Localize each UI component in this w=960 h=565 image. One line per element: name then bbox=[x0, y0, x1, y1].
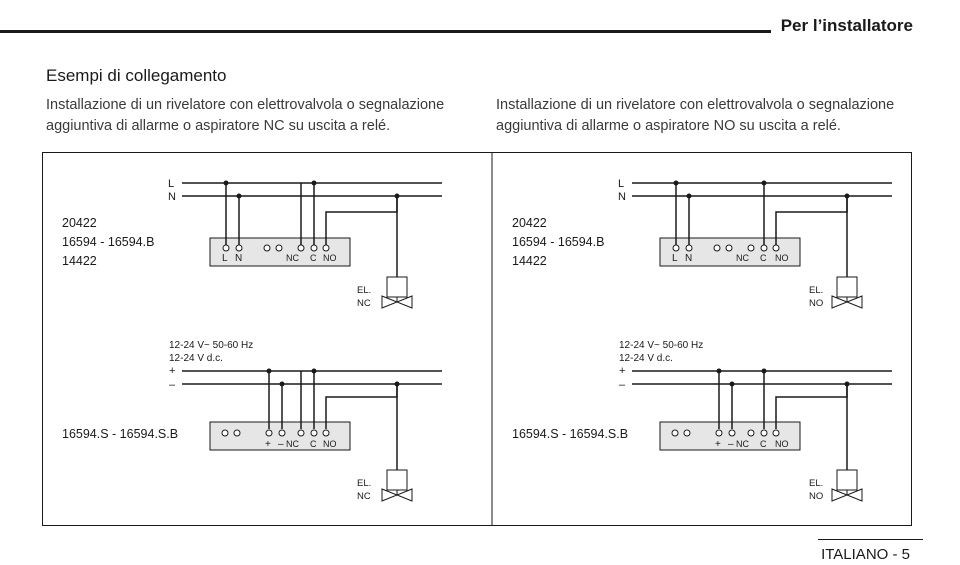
right-panel bbox=[512, 178, 892, 502]
left-valve-el: EL. bbox=[357, 285, 372, 296]
left-term-L: L bbox=[222, 253, 228, 264]
right-term-minus: – bbox=[728, 439, 734, 450]
left-valve-nc: NC bbox=[357, 298, 371, 309]
left-term-C: C bbox=[310, 253, 317, 263]
page-number: ITALIANO - 5 bbox=[821, 546, 910, 563]
right-term-N: N bbox=[685, 253, 693, 264]
right-valve-el: EL. bbox=[809, 285, 824, 296]
left-term-NC: NC bbox=[286, 253, 299, 263]
right-label-L: L bbox=[618, 178, 625, 190]
right-supply-ac: 12-24 V~ 50-60 Hz bbox=[619, 340, 704, 351]
left-description bbox=[46, 95, 444, 137]
left-term-NO-b: NO bbox=[323, 439, 337, 449]
right-model-2: 16594 - 16594.B bbox=[512, 235, 605, 249]
right-term-C: C bbox=[760, 253, 767, 263]
right-supply-minus: – bbox=[619, 379, 626, 391]
left-valve-nc-b: NC bbox=[357, 491, 371, 502]
section-title: Esempi di collegamento bbox=[46, 66, 227, 85]
left-term-NO: NO bbox=[323, 253, 337, 263]
right-term-NC: NC bbox=[736, 253, 749, 263]
right-term-C-b: C bbox=[760, 439, 767, 449]
right-supply-plus: + bbox=[619, 365, 626, 377]
left-model-3: 14422 bbox=[62, 254, 97, 268]
page-header-title: Per l’installatore bbox=[771, 12, 923, 40]
right-term-NO: NO bbox=[775, 253, 789, 263]
left-supply-ac: 12-24 V~ 50-60 Hz bbox=[169, 340, 254, 351]
right-valve-el-b: EL. bbox=[809, 478, 824, 489]
left-supply-plus: + bbox=[169, 365, 176, 377]
right-description-line1: Installazione di un rivelatore con elettrovalvola o segnalazione bbox=[496, 97, 895, 113]
right-label-N: N bbox=[618, 191, 626, 203]
right-valve-no-b: NO bbox=[809, 491, 824, 502]
right-model-1: 20422 bbox=[512, 216, 547, 230]
right-term-plus: + bbox=[715, 439, 721, 450]
left-label-N: N bbox=[168, 191, 176, 203]
left-term-minus: – bbox=[278, 439, 284, 450]
right-description-line2: aggiuntiva di allarme o aspiratore NO su uscita a relé. bbox=[496, 118, 841, 134]
left-label-L: L bbox=[168, 178, 175, 190]
diagram-frame bbox=[43, 153, 912, 526]
left-term-C-b: C bbox=[310, 439, 317, 449]
left-supply-dc: 12-24 V d.c. bbox=[169, 353, 223, 364]
left-description-line1: Installazione di un rivelatore con elettrovalvola o segnalazione bbox=[46, 97, 445, 113]
left-panel bbox=[62, 178, 442, 502]
left-description-line2: aggiuntiva di allarme o aspiratore NC su uscita a relé. bbox=[46, 118, 391, 134]
left-model-2: 16594 - 16594.B bbox=[62, 235, 155, 249]
right-valve-no: NO bbox=[809, 298, 824, 309]
right-term-NO-b: NO bbox=[775, 439, 789, 449]
left-model-b: 16594.S - 16594.S.B bbox=[62, 427, 179, 441]
footer-rule bbox=[818, 539, 923, 540]
right-model-3: 14422 bbox=[512, 254, 547, 268]
right-supply-dc: 12-24 V d.c. bbox=[619, 353, 673, 364]
left-term-NC-b: NC bbox=[286, 439, 299, 449]
wiring-diagram bbox=[42, 152, 912, 526]
right-description bbox=[496, 95, 894, 137]
left-term-plus: + bbox=[265, 439, 271, 450]
right-term-NC-b: NC bbox=[736, 439, 749, 449]
left-term-N: N bbox=[235, 253, 243, 264]
left-valve-el-b: EL. bbox=[357, 478, 372, 489]
left-model-1: 20422 bbox=[62, 216, 97, 230]
right-model-b: 16594.S - 16594.S.B bbox=[512, 427, 629, 441]
left-valve bbox=[382, 277, 412, 308]
left-supply-minus: – bbox=[169, 379, 176, 391]
right-term-L: L bbox=[672, 253, 678, 264]
